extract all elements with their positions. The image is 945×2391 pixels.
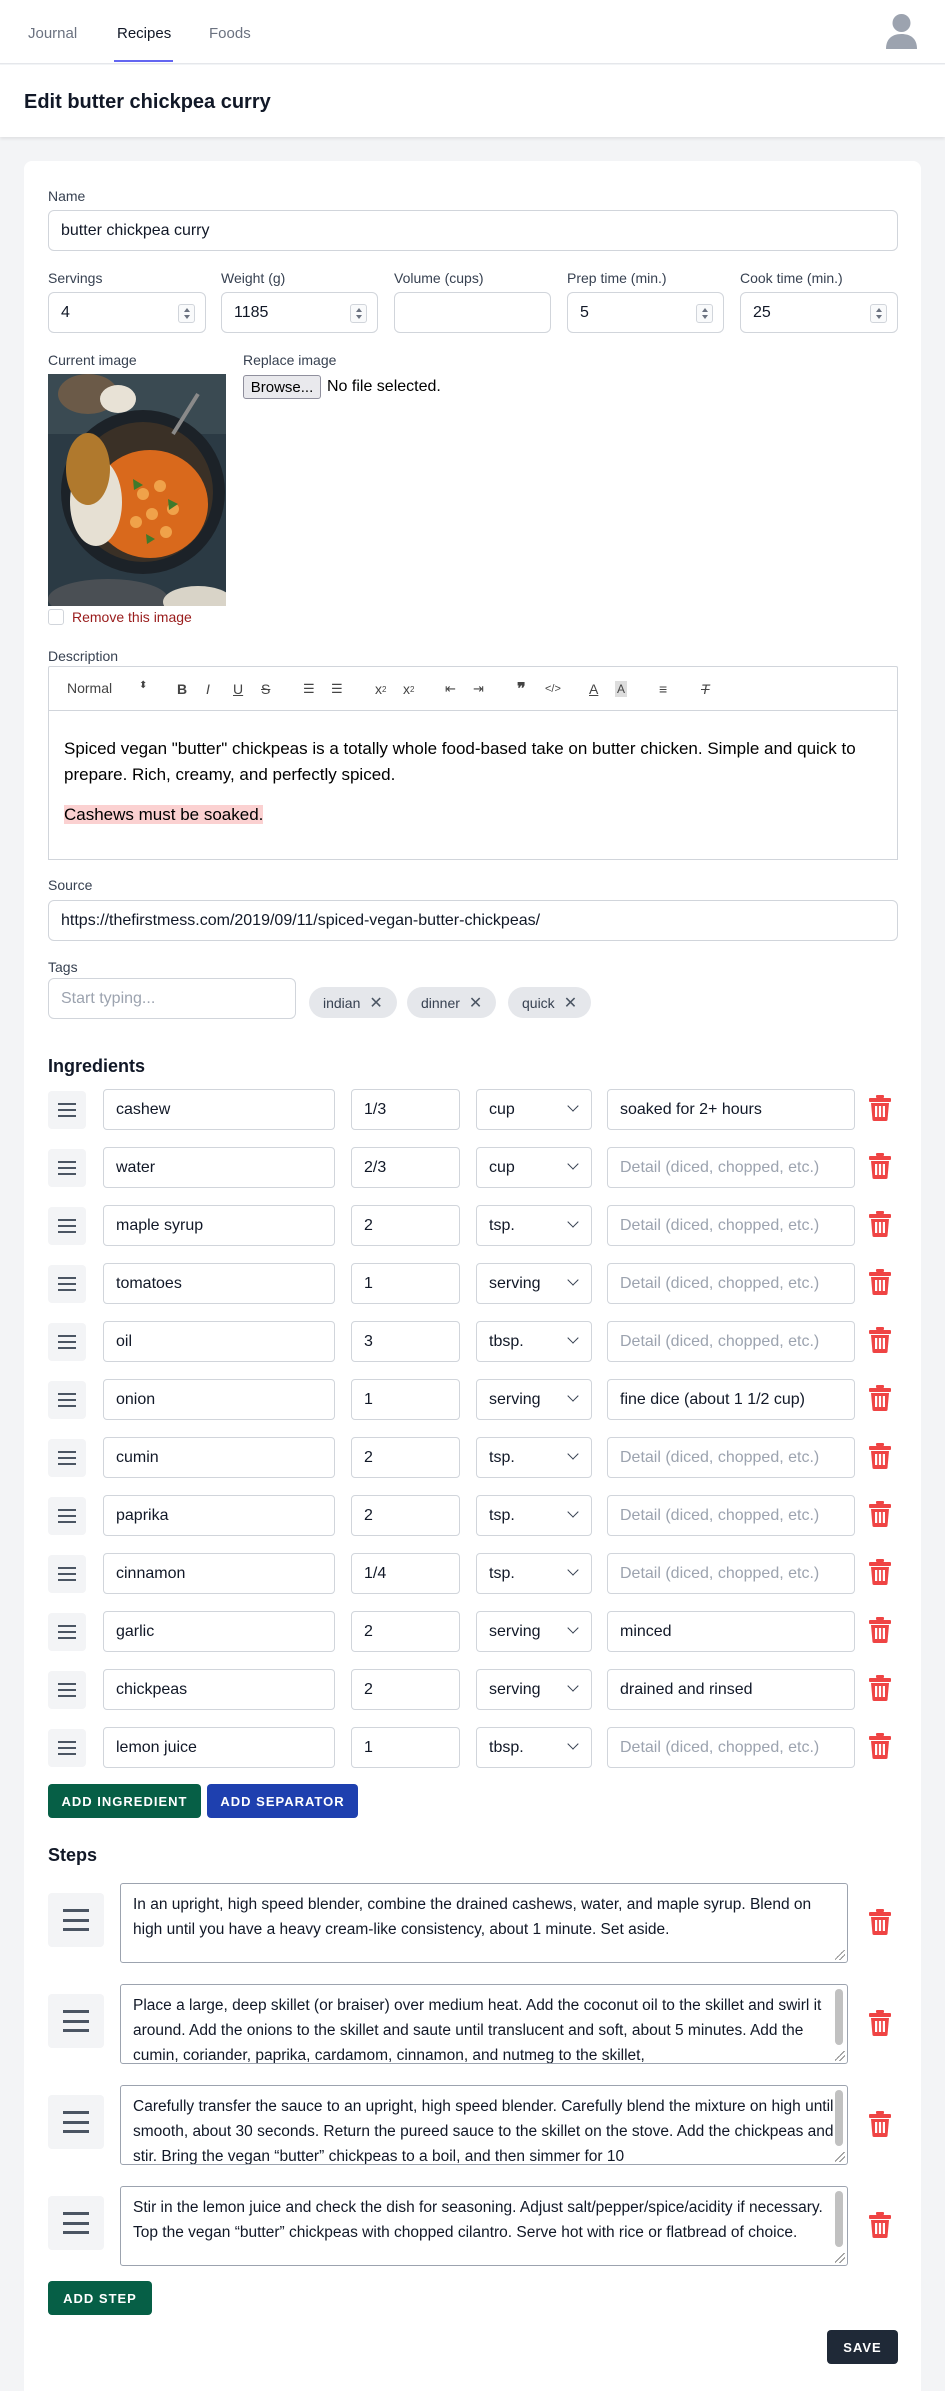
source-input[interactable]: https://thefirstmess.com/2019/09/11/spiced-vegan-butter-chickpeas/ — [48, 900, 898, 941]
unit-value: cup — [489, 1158, 515, 1176]
ingredient-amount-input[interactable]: 1 — [351, 1263, 460, 1304]
ingredient-amount-input[interactable]: 2 — [351, 1669, 460, 1710]
code-block-icon[interactable]: </> — [545, 683, 561, 695]
resize-handle-icon[interactable] — [835, 2253, 845, 2263]
ingredient-unit-select[interactable] — [476, 1205, 592, 1246]
chevron-down-icon — [567, 1332, 578, 1343]
delete-ingredient-trash-icon[interactable] — [869, 1327, 891, 1353]
step-textarea[interactable] — [120, 1984, 848, 2064]
step-text: Carefully transfer the sauce to an upright, high speed blender. Carefully blend the mixture on high until smooth, about 30 seconds. Return the pureed sauce to the skillet on the stove. Add the chickpeas and stir. Bring the vegan “butter” chickpeas to a boil, and then simmer for 10 — [133, 2098, 834, 2165]
ingredient-name-input[interactable]: cumin — [103, 1437, 335, 1478]
weight-spinner[interactable] — [350, 304, 367, 323]
bold-icon[interactable]: B — [177, 681, 188, 697]
delete-ingredient-trash-icon[interactable] — [869, 1559, 891, 1585]
chevron-down-icon — [567, 1564, 578, 1575]
ingredient-name-input[interactable]: lemon juice — [103, 1727, 335, 1768]
drag-handle-icon[interactable] — [48, 1381, 86, 1419]
top-nav — [0, 0, 945, 64]
format-select-caret-icon[interactable]: ⬍ — [139, 680, 148, 691]
ingredient-unit-select[interactable] — [476, 1089, 592, 1130]
delete-ingredient-trash-icon[interactable] — [869, 1675, 891, 1701]
ingredient-amount-input[interactable]: 2 — [351, 1205, 460, 1246]
ingredient-amount-input[interactable]: 3 — [351, 1321, 460, 1362]
nav-link-recipes[interactable]: Recipes — [117, 25, 172, 42]
blockquote-icon[interactable]: ❞ — [517, 681, 526, 698]
delete-ingredient-trash-icon[interactable] — [869, 1443, 891, 1469]
ingredient-detail-input[interactable]: Detail (diced, chopped, etc.) — [607, 1437, 855, 1478]
remove-tag-icon[interactable]: ✕ — [468, 994, 483, 1012]
delete-ingredient-trash-icon[interactable] — [869, 1095, 891, 1121]
description-editor[interactable] — [48, 710, 898, 860]
ingredient-name-input[interactable]: paprika — [103, 1495, 335, 1536]
delete-ingredient-trash-icon[interactable] — [869, 1269, 891, 1295]
ingredient-unit-select[interactable] — [476, 1669, 592, 1710]
ingredient-detail-input[interactable]: drained and rinsed — [607, 1669, 855, 1710]
prep-time-spinner[interactable] — [696, 304, 713, 323]
add-separator-button[interactable]: ADD SEPARATOR — [207, 1784, 358, 1818]
unit-value: serving — [489, 1390, 541, 1408]
delete-step-trash-icon[interactable] — [869, 2111, 891, 2137]
tag-label: dinner — [421, 994, 460, 1011]
chevron-down-icon — [567, 1738, 578, 1749]
add-step-button[interactable]: ADD STEP — [48, 2281, 152, 2315]
drag-handle-icon[interactable] — [48, 1091, 86, 1129]
ingredient-unit-select[interactable] — [476, 1321, 592, 1362]
format-select[interactable]: Normal — [67, 680, 113, 696]
servings-value: 4 — [61, 303, 70, 321]
ingredient-amount-input[interactable]: 2 — [351, 1495, 460, 1536]
drag-handle-icon[interactable] — [48, 1323, 86, 1361]
drag-handle-icon[interactable] — [48, 1207, 86, 1245]
ingredient-name-input[interactable]: onion — [103, 1379, 335, 1420]
ingredient-name-input[interactable]: cinnamon — [103, 1553, 335, 1594]
italic-icon[interactable]: I — [206, 681, 210, 697]
unit-value: tsp. — [489, 1506, 515, 1524]
description-paragraph-1: Spiced vegan "butter" chickpeas is a totally whole food-based take on butter chicken. Simple and quick to prepare. Rich, creamy, and perfectly spiced. — [64, 739, 856, 784]
clear-format-icon[interactable]: T — [701, 681, 710, 697]
ingredient-name-input[interactable]: cashew — [103, 1089, 335, 1130]
volume-label: Volume (cups) — [394, 270, 484, 286]
tag-label: quick — [522, 994, 555, 1011]
chevron-down-icon — [567, 1100, 578, 1111]
step-drag-handle-icon[interactable] — [48, 1994, 104, 2048]
prep-time-value: 5 — [580, 303, 589, 321]
drag-handle-icon[interactable] — [48, 1149, 86, 1187]
ingredient-unit-select[interactable] — [476, 1495, 592, 1536]
delete-step-trash-icon[interactable] — [869, 2212, 891, 2238]
chevron-down-icon — [567, 1622, 578, 1633]
ingredient-detail-input[interactable]: Detail (diced, chopped, etc.) — [607, 1553, 855, 1594]
subscript-icon[interactable]: x 2 — [375, 681, 387, 697]
browse-button[interactable]: Browse... — [243, 375, 321, 399]
superscript-icon[interactable]: x 2 — [403, 681, 415, 697]
outdent-icon[interactable]: ⇤ — [445, 681, 456, 696]
resize-handle-icon[interactable] — [835, 2152, 845, 2162]
strike-icon[interactable]: S — [261, 681, 271, 697]
tag-chip — [309, 987, 397, 1018]
delete-ingredient-trash-icon[interactable] — [869, 1733, 891, 1759]
ingredient-amount-input[interactable]: 2 — [351, 1611, 460, 1652]
tag-label: indian — [323, 994, 361, 1011]
ingredient-name-input[interactable]: maple syrup — [103, 1205, 335, 1246]
unit-value: tsp. — [489, 1448, 515, 1466]
current-recipe-image — [48, 374, 226, 606]
description-highlight: Cashews must be soaked. — [64, 805, 264, 824]
ingredient-detail-input[interactable]: Detail (diced, chopped, etc.) — [607, 1205, 855, 1246]
ingredient-detail-input[interactable]: Detail (diced, chopped, etc.) — [607, 1495, 855, 1536]
tag-chip — [407, 987, 496, 1018]
unit-value: serving — [489, 1274, 541, 1292]
servings-input[interactable] — [48, 292, 206, 333]
indent-icon[interactable]: ⇥ — [473, 681, 484, 696]
name-input[interactable]: butter chickpea curry — [48, 210, 898, 251]
chevron-down-icon — [567, 1506, 578, 1517]
drag-handle-icon[interactable] — [48, 1265, 86, 1303]
remove-tag-icon[interactable]: ✕ — [369, 994, 383, 1012]
ingredient-amount-input[interactable]: 2 — [351, 1437, 460, 1478]
step-text: In an upright, high speed blender, combine the drained cashews, water, and maple syrup. Blend on high until you have a heavy cream-like consistency, about 1 minute. Set aside. — [133, 1896, 812, 1938]
prep-time-input[interactable] — [567, 292, 724, 333]
source-label: Source — [48, 877, 93, 893]
delete-step-trash-icon[interactable] — [869, 2010, 891, 2036]
delete-ingredient-trash-icon[interactable] — [869, 1211, 891, 1237]
cook-time-input[interactable] — [740, 292, 898, 333]
delete-ingredient-trash-icon[interactable] — [869, 1501, 891, 1527]
servings-label: Servings — [48, 270, 103, 286]
chevron-down-icon — [567, 1216, 578, 1227]
ingredient-detail-input[interactable]: fine dice (about 1 1/2 cup) — [607, 1379, 855, 1420]
weight-label: Weight (g) — [221, 270, 286, 286]
chevron-down-icon — [567, 1158, 578, 1169]
ingredient-unit-select[interactable] — [476, 1379, 592, 1420]
chevron-down-icon — [567, 1390, 578, 1401]
replace-image-label: Replace image — [243, 352, 337, 368]
ingredient-amount-input[interactable]: 1 — [351, 1379, 460, 1420]
step-drag-handle-icon[interactable] — [48, 2196, 104, 2250]
ingredient-unit-select[interactable] — [476, 1437, 592, 1478]
drag-handle-icon[interactable] — [48, 1497, 86, 1535]
tag-chip — [508, 987, 591, 1018]
ingredient-detail-input[interactable]: Detail (diced, chopped, etc.) — [607, 1727, 855, 1768]
delete-ingredient-trash-icon[interactable] — [869, 1153, 891, 1179]
tags-label: Tags — [48, 959, 78, 975]
step-drag-handle-icon[interactable] — [48, 1893, 104, 1947]
name-label: Name — [48, 188, 86, 204]
text-color-icon[interactable]: A — [589, 681, 599, 697]
save-button[interactable]: SAVE — [827, 2330, 898, 2364]
ingredient-unit-select[interactable] — [476, 1611, 592, 1652]
background-color-icon[interactable]: A — [617, 682, 626, 696]
ingredient-name-input[interactable]: chickpeas — [103, 1669, 335, 1710]
step-textarea[interactable] — [120, 2085, 848, 2165]
remove-image-checkbox[interactable] — [48, 609, 64, 625]
remove-tag-icon[interactable]: ✕ — [563, 994, 578, 1012]
step-textarea[interactable] — [120, 1883, 848, 1963]
delete-ingredient-trash-icon[interactable] — [869, 1617, 891, 1643]
ingredient-unit-select[interactable] — [476, 1147, 592, 1188]
step-text: Stir in the lemon juice and check the dish for seasoning. Adjust salt/pepper/spice/acidity if necessary. Top the vegan “butter” chickpeas with chopped cilantro. Serve hot with rice or flatbread of choice. — [133, 2199, 823, 2241]
unit-value: tsp. — [489, 1564, 515, 1582]
remove-image-label[interactable]: Remove this image — [72, 609, 192, 625]
servings-spinner[interactable] — [178, 304, 195, 323]
tags-input[interactable]: Start typing... — [48, 978, 296, 1019]
ingredient-amount-input[interactable]: 1/4 — [351, 1553, 460, 1594]
unit-value: serving — [489, 1680, 541, 1698]
delete-step-trash-icon[interactable] — [869, 1909, 891, 1935]
drag-handle-icon[interactable] — [48, 1555, 86, 1593]
textarea-scrollbar[interactable] — [835, 1989, 843, 2045]
cook-time-value: 25 — [753, 303, 771, 321]
ingredient-name-input[interactable]: water — [103, 1147, 335, 1188]
current-image-label: Current image — [48, 352, 137, 368]
ingredient-detail-input[interactable]: Detail (diced, chopped, etc.) — [607, 1147, 855, 1188]
chevron-down-icon — [567, 1274, 578, 1285]
description-label: Description — [48, 648, 119, 664]
description-paragraph-2 — [64, 802, 874, 828]
unit-value: serving — [489, 1622, 541, 1640]
unit-value: cup — [489, 1100, 515, 1118]
cook-time-label: Cook time (min.) — [740, 270, 843, 286]
prep-time-label: Prep time (min.) — [567, 270, 667, 286]
underline-icon[interactable]: U — [233, 681, 244, 697]
no-file-text: No file selected. — [327, 378, 441, 395]
nav-link-foods[interactable]: Foods — [209, 25, 251, 42]
drag-handle-icon[interactable] — [48, 1439, 86, 1477]
steps-heading: Steps — [48, 1845, 98, 1865]
drag-handle-icon[interactable] — [48, 1729, 86, 1767]
weight-value: 1185 — [234, 303, 269, 321]
unit-value: tsp. — [489, 1216, 515, 1234]
drag-handle-icon[interactable] — [48, 1613, 86, 1651]
textarea-scrollbar[interactable] — [835, 2090, 843, 2146]
ingredient-unit-select[interactable] — [476, 1553, 592, 1594]
textarea-scrollbar[interactable] — [835, 2191, 843, 2247]
volume-input[interactable] — [394, 292, 551, 333]
page-title: Edit butter chickpea curry — [24, 91, 271, 113]
ingredient-amount-input[interactable]: 1 — [351, 1727, 460, 1768]
bullet-list-icon[interactable]: ☰ — [331, 681, 343, 696]
cook-time-spinner[interactable] — [870, 304, 887, 323]
step-drag-handle-icon[interactable] — [48, 2095, 104, 2149]
active-tab-indicator — [114, 60, 173, 62]
nav-link-journal[interactable]: Journal — [28, 25, 78, 42]
unit-value: tbsp. — [489, 1738, 524, 1756]
ingredient-detail-input[interactable]: Detail (diced, chopped, etc.) — [607, 1263, 855, 1304]
unit-value: tbsp. — [489, 1332, 524, 1350]
ingredient-detail-input[interactable]: soaked for 2+ hours — [607, 1089, 855, 1130]
ingredient-detail-input[interactable]: minced — [607, 1611, 855, 1652]
ingredient-amount-input[interactable]: 1/3 — [351, 1089, 460, 1130]
align-icon[interactable]: ≡ — [659, 681, 668, 697]
ingredient-unit-select[interactable] — [476, 1727, 592, 1768]
resize-handle-icon[interactable] — [835, 2051, 845, 2061]
delete-ingredient-trash-icon[interactable] — [869, 1385, 891, 1411]
ingredients-heading: Ingredients — [48, 1056, 146, 1076]
weight-input[interactable] — [221, 292, 378, 333]
add-ingredient-button[interactable]: ADD INGREDIENT — [48, 1784, 201, 1818]
step-text: Place a large, deep skillet (or braiser) over medium heat. Add the coconut oil to the skillet and swirl it around. Add the onions to the skillet and saute until translucent and soft, about 5 minutes. Add the cumin, coriander, paprika, cardamom, cinnamon, and nutmeg to the skillet, — [133, 1997, 822, 2064]
ingredient-name-input[interactable]: tomatoes — [103, 1263, 335, 1304]
ingredient-name-input[interactable]: oil — [103, 1321, 335, 1362]
ingredient-amount-input[interactable]: 2/3 — [351, 1147, 460, 1188]
ingredient-detail-input[interactable]: Detail (diced, chopped, etc.) — [607, 1321, 855, 1362]
chevron-down-icon — [567, 1680, 578, 1691]
chevron-down-icon — [567, 1448, 578, 1459]
ordered-list-icon[interactable]: ☰ — [303, 681, 315, 696]
page-header — [0, 65, 945, 137]
ingredient-unit-select[interactable] — [476, 1263, 592, 1304]
editor-toolbar — [48, 666, 898, 710]
ingredient-name-input[interactable]: garlic — [103, 1611, 335, 1652]
user-avatar-icon[interactable] — [885, 13, 918, 50]
resize-handle-icon[interactable] — [835, 1950, 845, 1960]
drag-handle-icon[interactable] — [48, 1671, 86, 1709]
step-textarea[interactable] — [120, 2186, 848, 2266]
